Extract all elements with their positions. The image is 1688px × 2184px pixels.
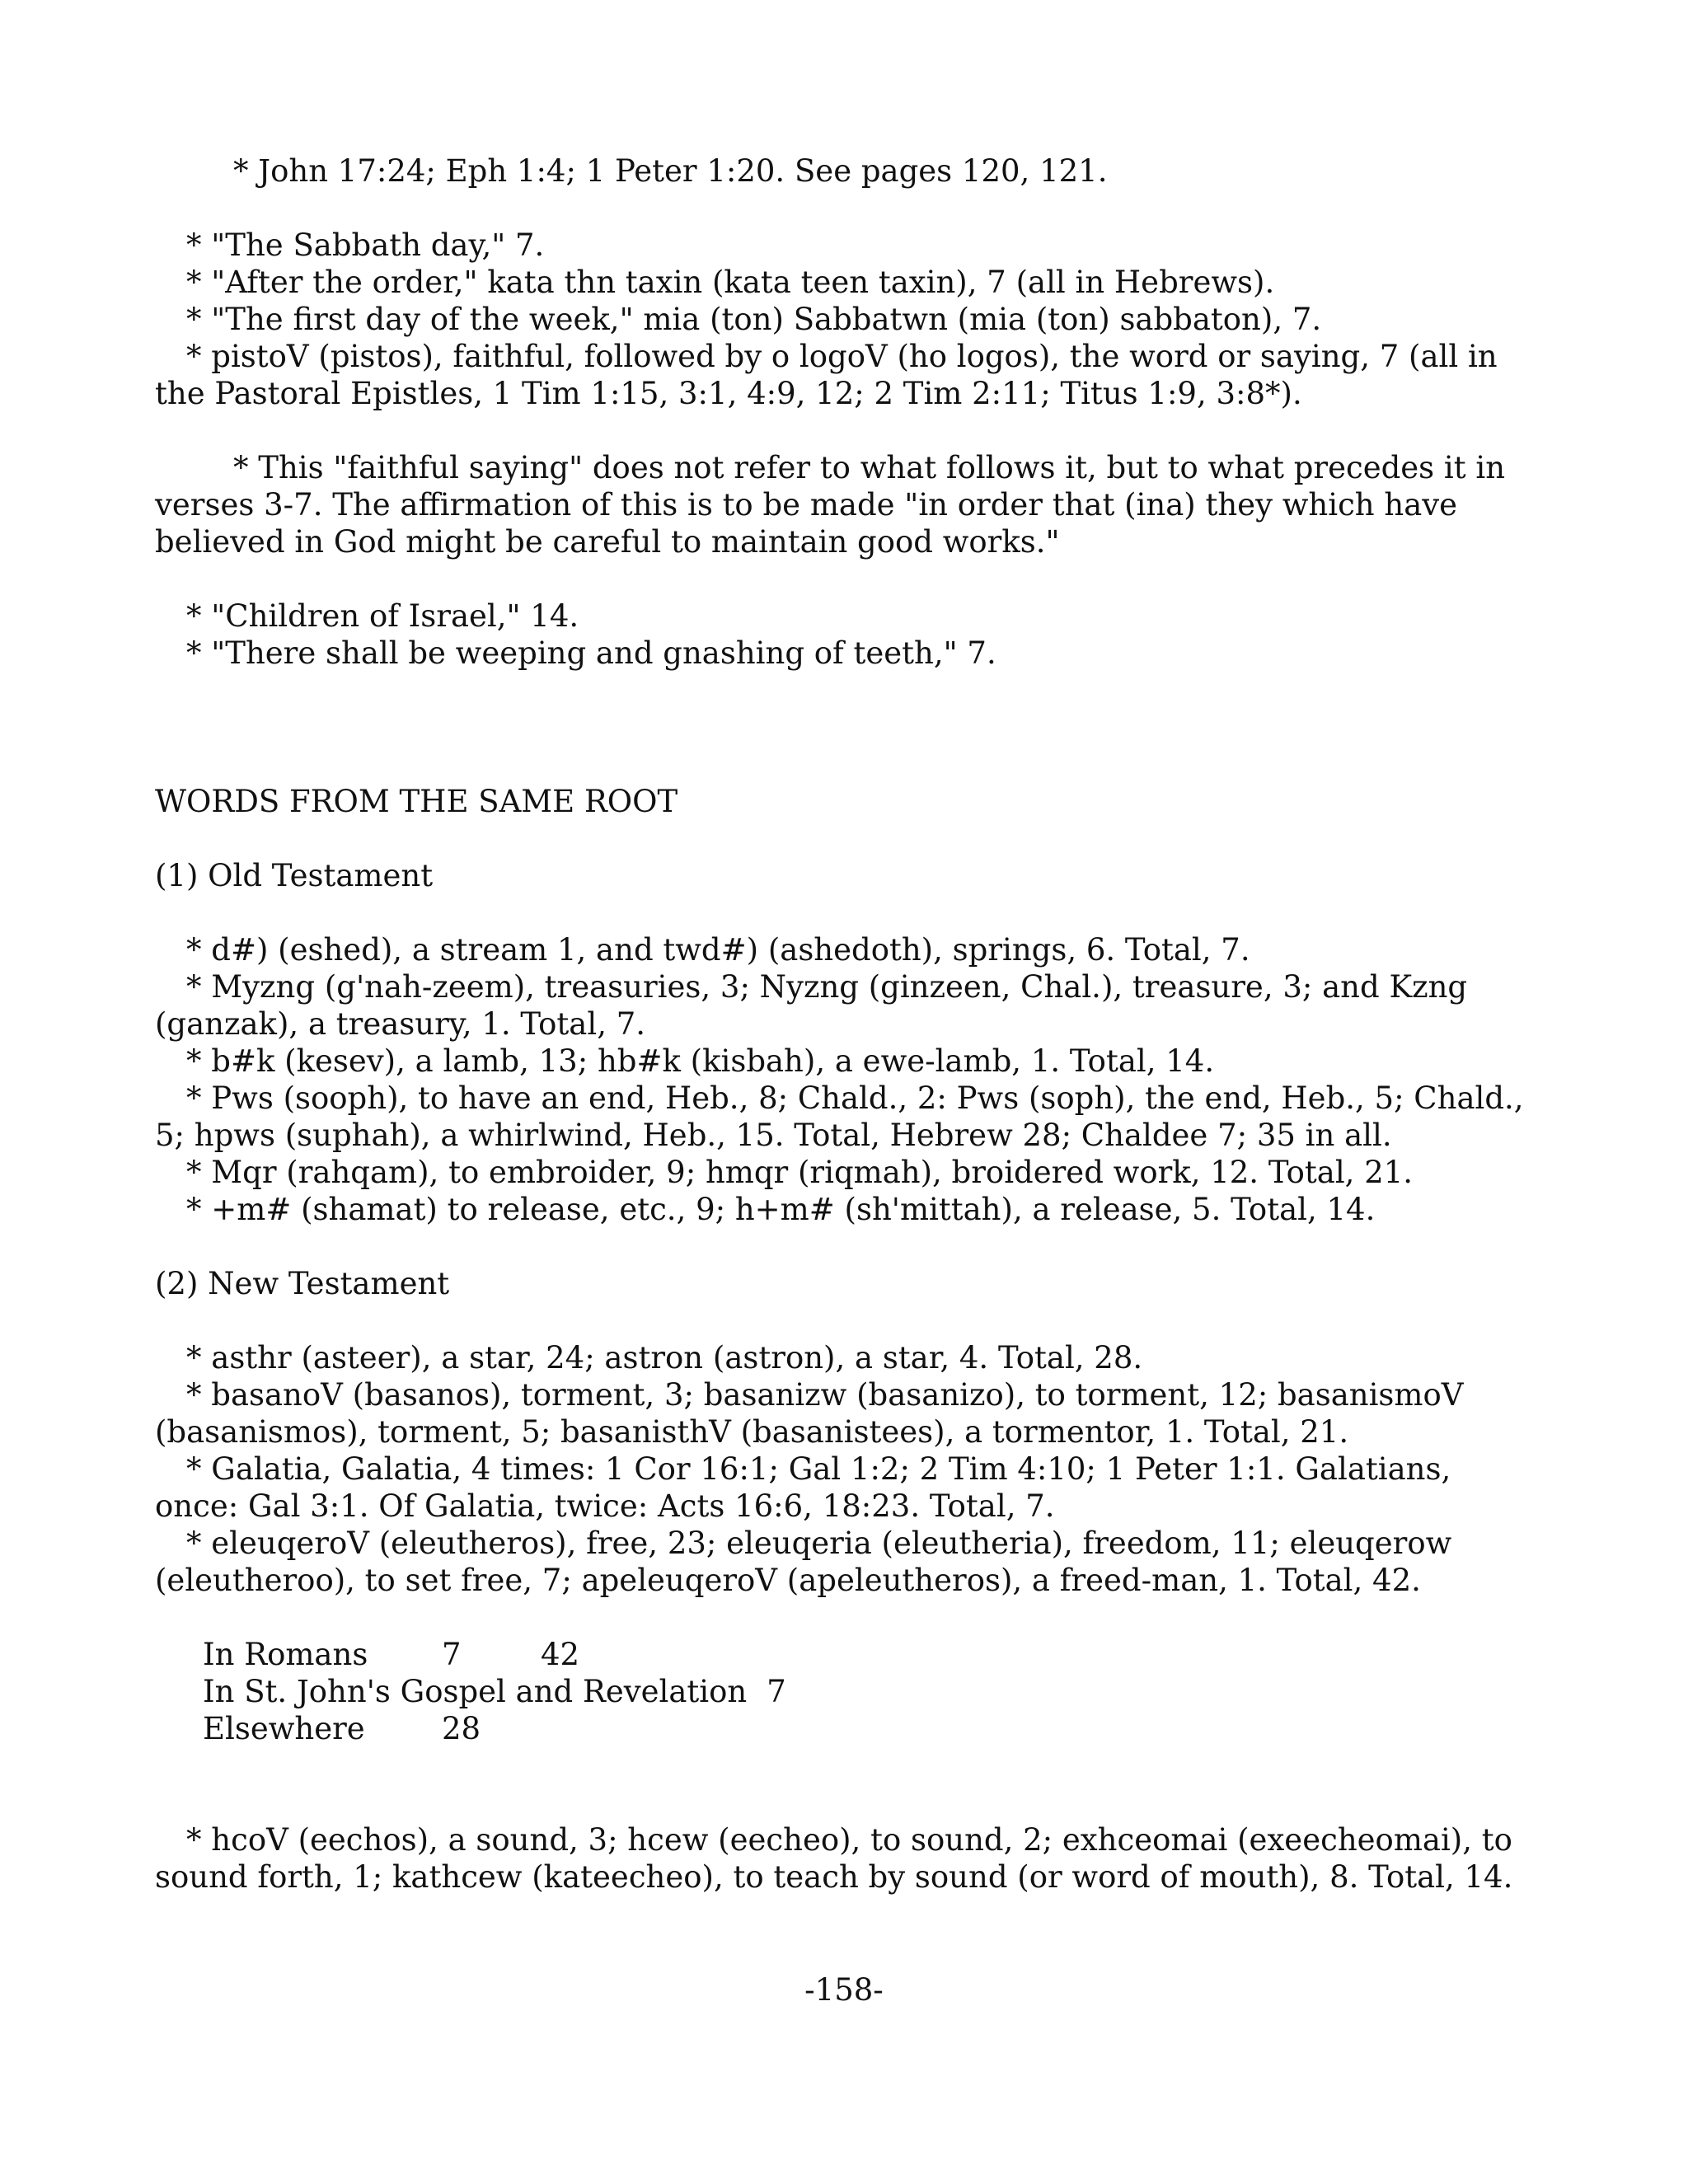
new-testament-heading: (2) New Testament (155, 1266, 450, 1301)
list-item: * "Children of Israel," 14. (186, 598, 579, 634)
spacer (155, 820, 1540, 857)
list-item: * eleuqeroV (eleutheros), free, 23; eleuqeria (eleutheria), freedom, 11; eleuqerow (eleutheroo), to set free, 7; apeleuqeroV (apeleutheros), a freed-man, 1. Total, 42. (155, 1526, 1452, 1598)
spacer (155, 672, 1540, 783)
tally-label: In St. John's Gospel and Revelation (203, 1674, 748, 1709)
list-item: * Mqr (rahqam), to embroider, 9; hmqr (riqmah), broidered work, 12. Total, 21. (186, 1155, 1414, 1190)
tally-count: 7 (442, 1637, 462, 1672)
list-item: * pistoV (pistos), faithful, followed by o logoV (ho logos), the word or saying, 7 (all in the Pastoral Epistles, 1 Tim 1:15, 3:1, 4:9, 12; 2 Tim 2:11; Titus 1:9, 3:8*). (155, 339, 1498, 411)
spacer (155, 1599, 1540, 1636)
list-item: * Myzng (g'nah-zeem), treasuries, 3; Nyzng (ginzeen, Chal.), treasure, 3; and Kzng (ganzak), a treasury, 1. Total, 7. (155, 969, 1468, 1042)
spacer (155, 894, 1540, 931)
tally-count: 28 (442, 1711, 481, 1746)
list-item: * Pws (sooph), to have an end, Heb., 8; Chald., 2: Pws (soph), the end, Heb., 5; Chald., 5; hpws (suphah), a whirlwind, Heb., 15. Total, Hebrew 28; Chaldee 7; 35 in all. (155, 1080, 1524, 1153)
list-item: * asthr (asteer), a star, 24; astron (astron), a star, 4. Total, 28. (186, 1340, 1143, 1376)
tally-table (203, 1636, 1540, 1747)
spacer (155, 1302, 1540, 1339)
list-item: * Galatia, Galatia, 4 times: 1 Cor 16:1; Gal 1:2; 2 Tim 4:10; 1 Peter 1:1. Galatians, once: Gal 3:1. Of Galatia, twice: Acts 16:6, 18:23. Total, 7. (155, 1451, 1451, 1524)
list-item: * b#k (kesev), a lamb, 13; hb#k (kisbah), a ewe-lamb, 1. Total, 14. (186, 1043, 1215, 1079)
spacer (155, 190, 1540, 227)
page-number: -158- (804, 1972, 884, 2008)
footnote-faithful-saying: * This "faithful saying" does not refer to what follows it, but to what precedes it in verses 3-7. The affirmation of this is to be made "in order that (ina) they which have believed in God might be careful to maintain good works." (155, 450, 1506, 560)
section-heading: WORDS FROM THE SAME ROOT (155, 784, 678, 819)
tally-label: In Romans (203, 1637, 368, 1672)
document-page (155, 152, 1540, 1896)
footnote-john: * John 17:24; Eph 1:4; 1 Peter 1:20. See pages 120, 121. (233, 153, 1108, 189)
spacer (155, 1747, 1540, 1821)
spacer (155, 1228, 1540, 1265)
spacer (155, 560, 1540, 598)
list-item: * hcoV (eechos), a sound, 3; hcew (eecheo), to sound, 2; exhceomai (exeecheomai), to sound forth, 1; kathcew (kateecheo), to teach by sound (or word of mouth), 8. Total, 14. (155, 1822, 1513, 1895)
tally-total: 42 (541, 1637, 580, 1672)
tally-label: Elsewhere (203, 1711, 365, 1746)
tally-count: 7 (767, 1674, 786, 1709)
list-item: * "The first day of the week," mia (ton) Sabbatwn (mia (ton) sabbaton), 7. (186, 302, 1322, 337)
old-testament-heading: (1) Old Testament (155, 858, 434, 893)
tally-row (203, 1636, 1540, 1673)
tally-row (203, 1673, 1540, 1710)
list-item: * +m# (shamat) to release, etc., 9; h+m# (sh'mittah), a release, 5. Total, 14. (186, 1192, 1376, 1227)
list-item: * d#) (eshed), a stream 1, and twd#) (ashedoth), springs, 6. Total, 7. (186, 932, 1250, 968)
list-item: * "The Sabbath day," 7. (186, 227, 545, 263)
list-item: * "There shall be weeping and gnashing of teeth," 7. (186, 635, 996, 671)
list-item: * "After the order," kata thn taxin (kata teen taxin), 7 (all in Hebrews). (186, 265, 1275, 300)
spacer (155, 412, 1540, 449)
list-item: * basanoV (basanos), torment, 3; basanizw (basanizo), to torment, 12; basanismoV (basanismos), torment, 5; basanisthV (basanistees), a tormentor, 1. Total, 21. (155, 1377, 1464, 1450)
tally-row (203, 1710, 1540, 1747)
